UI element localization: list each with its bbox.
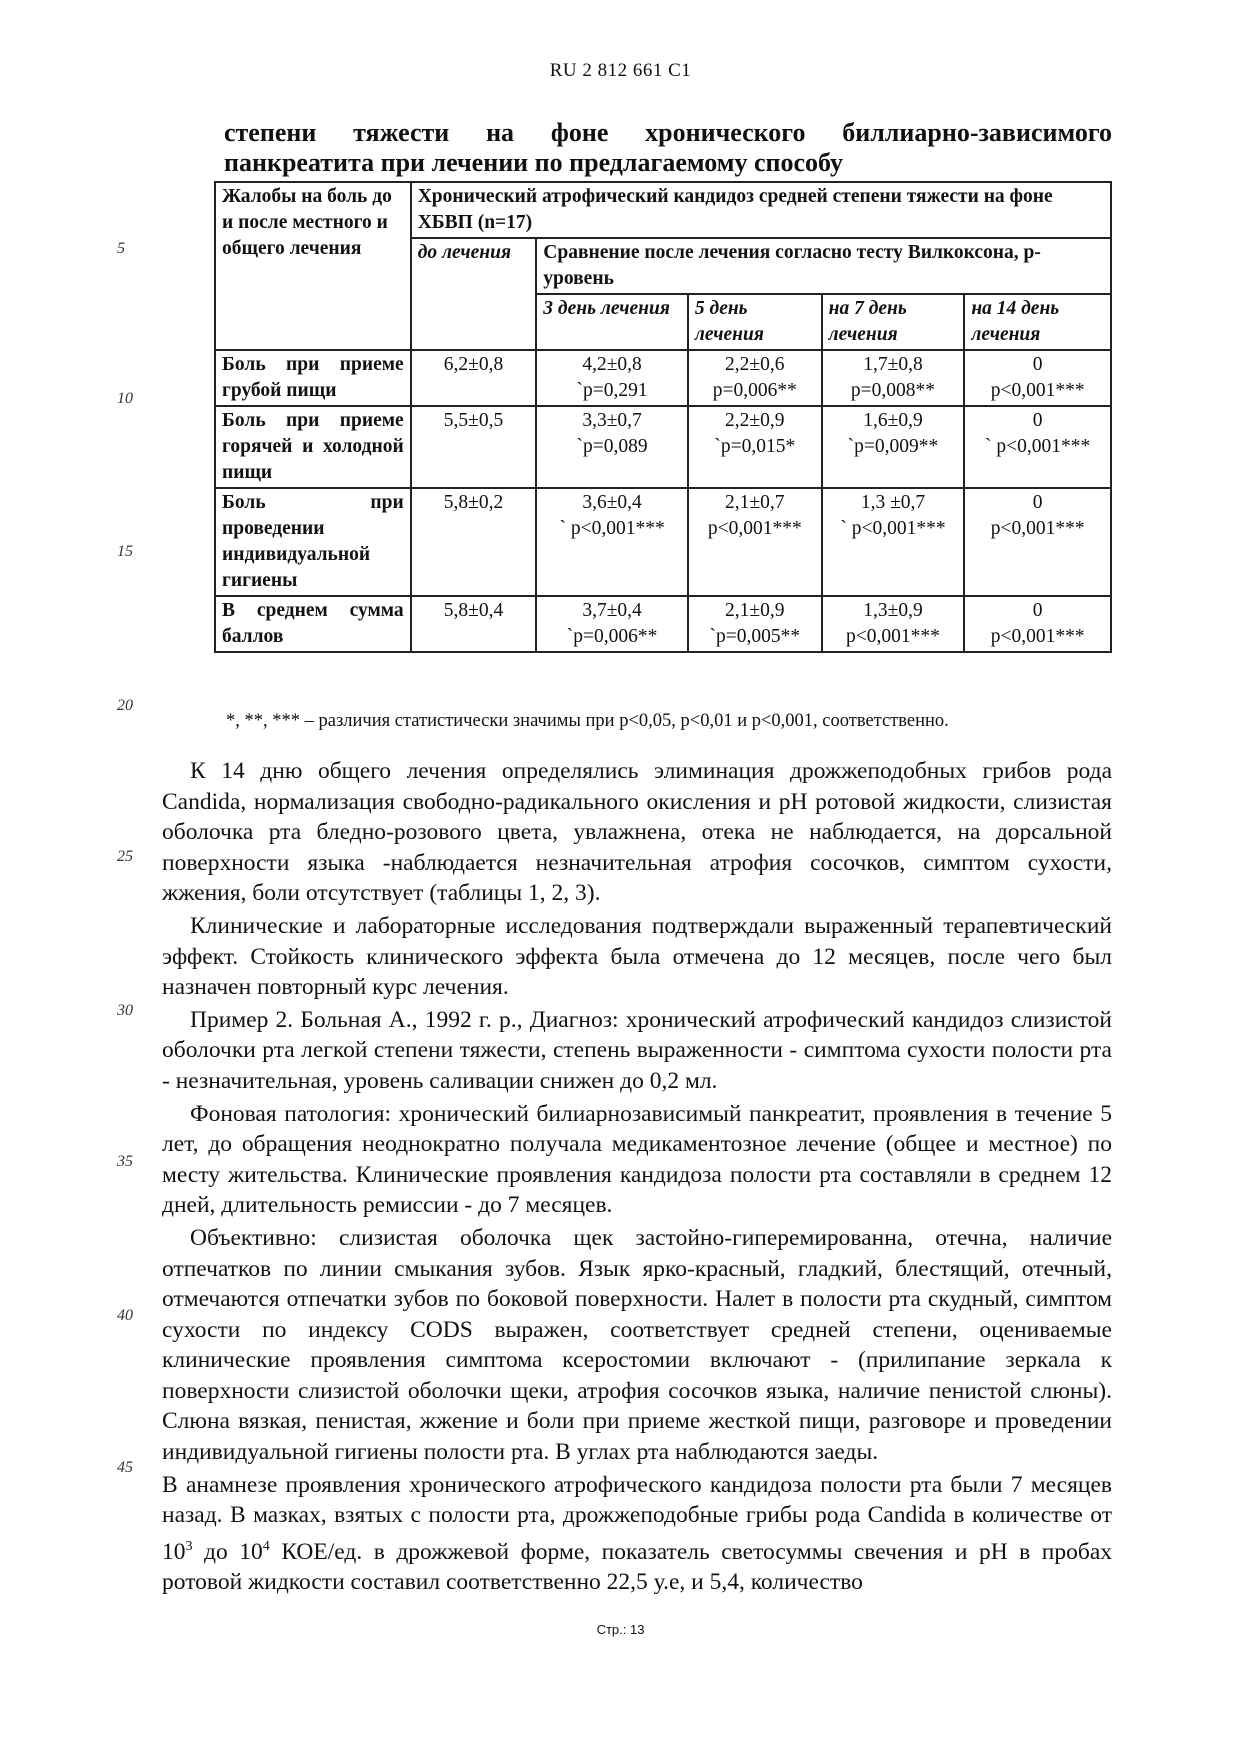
cell-value [822, 488, 965, 596]
mean-value: 3,6±0,4 [582, 492, 642, 513]
line-number: 20 [117, 697, 133, 714]
table-row [215, 596, 1111, 652]
column-header: 3 день лечения [536, 294, 688, 350]
cell-value [536, 406, 688, 488]
line-number: 35 [117, 1153, 133, 1170]
p-value: `p=0,006** [566, 626, 658, 647]
results-table [214, 181, 1112, 653]
p-value: ` p<0,001*** [840, 518, 946, 539]
line-number: 45 [117, 1459, 133, 1476]
p-value: p<0,001*** [990, 380, 1085, 401]
before-value: 5,5±0,5 [411, 406, 537, 488]
group-header: Хронический атрофический кандидоз средней степени тяжести на фоне ХБВП (n=17) [411, 182, 1111, 238]
mean-value: 2,1±0,9 [725, 600, 785, 621]
column-header: 5 день лечения [688, 294, 822, 350]
cell-value [536, 596, 688, 652]
cell-value [964, 406, 1111, 488]
cell-value [822, 596, 965, 652]
paragraph: К 14 дню общего лечения определялись элиминация дрожжеподобных грибов рода Candida, нормализация свободно-радикального окисления и pH ротовой жидкости, слизистая оболочка рта бледно-розового цвета, увлажнена, отека не наблюдается, на дорсальной поверхности языка -наблюдается незначительная атрофия сосочков, симптом сухости, жжения, боли отсутствует (таблицы 1, 2, 3). [162, 758, 1112, 907]
table-row [215, 488, 1111, 596]
cell-value [536, 488, 688, 596]
cell-value [822, 406, 965, 488]
before-value: 5,8±0,2 [411, 488, 537, 596]
cell-value [536, 350, 688, 406]
row-label: Боль при проведении индивидуальной гигиены [215, 488, 411, 596]
cell-value [688, 488, 822, 596]
mean-value: 3,7±0,4 [582, 600, 642, 621]
mean-value: 1,3±0,9 [863, 600, 923, 621]
cell-value [964, 350, 1111, 406]
cell-value [822, 350, 965, 406]
compare-header: Сравнение после лечения согласно тесту Вилкоксона, p-уровень [536, 238, 1111, 294]
line-number: 25 [117, 848, 133, 865]
table-row [215, 406, 1111, 488]
superscript: 3 [185, 1537, 193, 1554]
p-value: `p=0,089 [576, 436, 648, 457]
text-run: до 10 [192, 1538, 263, 1565]
cell-value [688, 596, 822, 652]
p-value: ` p<0,001*** [985, 436, 1091, 457]
mean-value: 1,6±0,9 [863, 410, 923, 431]
line-number: 15 [117, 543, 133, 560]
before-header: до лечения [411, 238, 537, 350]
row-label: Боль при приеме горячей и холодной пищи [215, 406, 411, 488]
p-value: `p=0,005** [709, 626, 801, 647]
mean-value: 1,3 ±0,7 [860, 492, 926, 513]
mean-value: 0 [1032, 410, 1043, 431]
column-header: на 7 день лечения [822, 294, 965, 350]
line-number: 40 [117, 1307, 133, 1324]
table-footnote: *, **, *** – различия статистически значимы при p<0,05, p<0,01 и p<0,001, соответственно. [226, 711, 949, 731]
mean-value: 0 [1032, 354, 1043, 375]
table-header-row [215, 182, 1111, 238]
mean-value: 2,2±0,6 [725, 354, 785, 375]
p-value: p<0,001*** [707, 518, 802, 539]
body-text [162, 756, 1112, 1600]
before-value: 5,8±0,4 [411, 596, 537, 652]
p-value: p<0,001*** [990, 518, 1085, 539]
mean-value: 1,7±0,8 [863, 354, 923, 375]
p-value: p=0,008** [850, 380, 936, 401]
paragraph: Фоновая патология: хронический билиарнозависимый панкреатит, проявления в течение 5 лет, до обращения неоднократно получала медикаментозное лечение (общее и местное) по месту жительства. Клинические проявления кандидоза полости рта составляли в среднем 12 дней, длительность ремиссии - до 7 месяцев. [162, 1100, 1112, 1219]
line-number: 30 [117, 1002, 133, 1019]
p-value: p=0,006** [712, 380, 797, 401]
document-header: RU 2 812 661 C1 [549, 60, 692, 81]
mean-value: 0 [1032, 492, 1043, 513]
cell-value [964, 596, 1111, 652]
mean-value: 4,2±0,8 [582, 354, 642, 375]
column-header: на 14 день лечения [964, 294, 1111, 350]
paragraph: Объективно: слизистая оболочка щек застойно-гиперемированна, отечна, наличие отпечатков по линии смыкания зубов. Язык ярко-красный, гладкий, блестящий, отечный, отмечаются отпечатки зубов по боковой поверхности. Налет в полости рта скудный, симптом сухости по индексу CODS выражен, соответствует средней степени, оцениваемые клинические проявления симптома ксеростомии включают - (прилипание зеркала к поверхности слизистой оболочки щеки, атрофия сосочков языка, наличие пенистой слюны). Слюна вязкая, пенистая, жжение и боли при приеме жесткой пищи, разговоре и проведении индивидуальной гигиены полости рта. В углах рта наблюдаются заеды. [162, 1224, 1112, 1466]
page-number: Стр.: 13 [596, 1622, 645, 1637]
row-label: Боль при приеме грубой пищи [215, 350, 411, 406]
cell-value [964, 488, 1111, 596]
cell-value [688, 350, 822, 406]
p-value: ` p<0,001*** [559, 518, 665, 539]
line-numbers [0, 0, 150, 1754]
corner-header: Жалобы на боль до и после местного и общего лечения [215, 182, 411, 350]
table-caption: степени тяжести на фоне хронического биллиарно-зависимого панкреатита при лечении по предлагаемому способу [224, 118, 1112, 177]
p-value: `p=0,291 [576, 380, 648, 401]
row-label: В среднем сумма баллов [215, 596, 411, 652]
p-value: `p=0,015* [714, 436, 796, 457]
p-value: p<0,001*** [846, 626, 940, 647]
table-row [215, 350, 1111, 406]
line-number: 5 [117, 240, 125, 257]
paragraph: Пример 2. Больная А., 1992 г. р., Диагноз: хронический атрофический кандидоз слизистой оболочки рта легкой степени тяжести, степень выраженности - симптома сухости полости рта - незначительная, уровень саливации снижен до 0,2 мл. [162, 1006, 1112, 1094]
p-value: `p=0,009** [847, 436, 939, 457]
before-value: 6,2±0,8 [411, 350, 537, 406]
line-number: 10 [117, 390, 133, 407]
mean-value: 3,3±0,7 [582, 410, 642, 431]
cell-value [688, 406, 822, 488]
mean-value: 2,1±0,7 [725, 492, 785, 513]
text-run: КОЕ/ед. в дрожжевой форме, показатель светосуммы свечения и pH в пробах ротовой жидкости составил соответственно 22,5 у.е, и 5,4, количество [162, 1538, 1112, 1596]
superscript: 4 [262, 1537, 270, 1554]
mean-value: 0 [1032, 600, 1043, 621]
text-run: В анамнезе проявления хронического атрофического кандидоза полости рта были 7 месяцев назад. В мазках, взятых с полости рта, дрожжеподобные грибы рода Candida в количестве от 10 [162, 1471, 1112, 1565]
p-value: p<0,001*** [990, 626, 1085, 647]
paragraph-last [162, 1470, 1112, 1598]
paragraph: Клинические и лабораторные исследования подтверждали выраженный терапевтический эффект. Стойкость клинического эффекта была отмечена до 12 месяцев, после чего был назначен повторный курс лечения. [162, 912, 1112, 1001]
mean-value: 2,2±0,9 [725, 410, 785, 431]
